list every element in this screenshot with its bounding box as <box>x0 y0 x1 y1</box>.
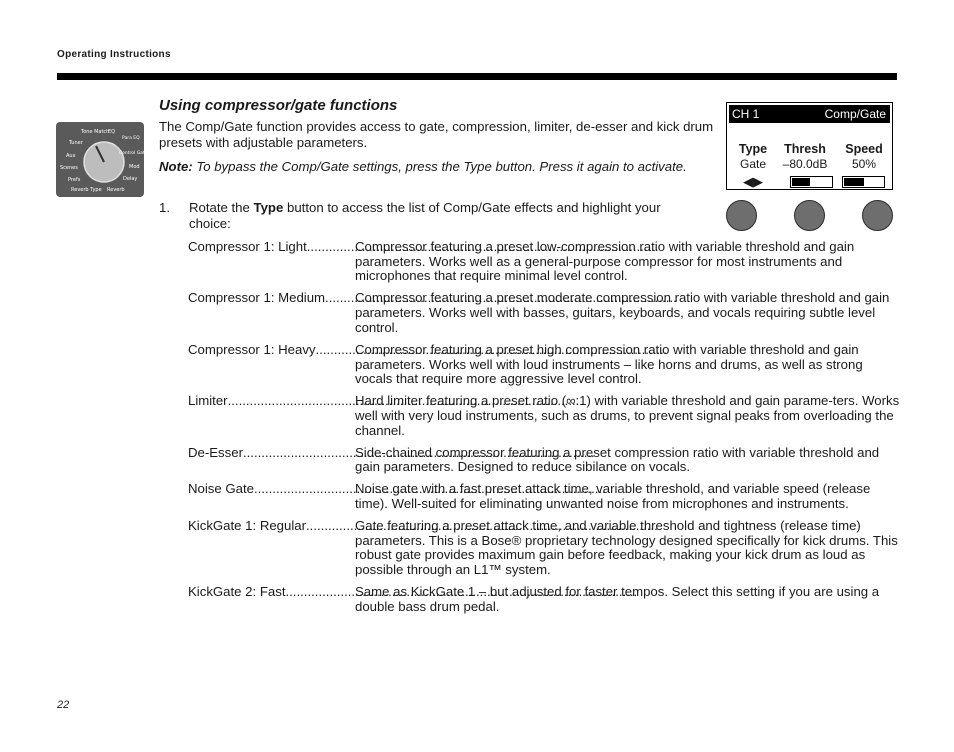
header-rule <box>57 73 897 80</box>
thresh-knob[interactable] <box>794 200 825 231</box>
left-right-arrows-icon: ◀▶ <box>743 174 763 189</box>
definition-item <box>188 394 900 438</box>
definition-term <box>188 446 355 475</box>
note-paragraph <box>159 159 699 175</box>
speed-meter-fill <box>844 178 864 186</box>
speed-knob[interactable] <box>862 200 893 231</box>
section-title: Using compressor/gate functions <box>159 97 398 114</box>
definition-item <box>188 585 900 614</box>
definition-term <box>188 291 355 335</box>
dial-label: Delay <box>123 176 138 182</box>
lcd-speed-value: 50% <box>851 157 877 171</box>
definition-description: Noise gate with a fast preset attack time, variable threshold, and variable speed (release time). Well-suited for eliminating unwanted noise from microphones and instruments. <box>355 481 871 512</box>
definition-term <box>188 519 355 578</box>
dial-label: Prefs <box>68 177 81 183</box>
definition-term-text: KickGate 2: Fast <box>188 584 286 600</box>
dial-label: Reverb <box>107 187 125 193</box>
note-text: To bypass the Comp/Gate settings, press the Type button. Press it again to activate. <box>196 159 687 174</box>
definition-item <box>188 240 900 284</box>
lcd-type-label: Type <box>738 142 768 156</box>
dial-label: EQ <box>108 129 116 135</box>
definition-description: Compressor featuring a preset high compression ratio with variable threshold and gain parameters. Works well with loud instruments – like horns and drums, as well as strong vocals that require more aggressive level control. <box>355 341 863 387</box>
dial-label: Tuner <box>69 140 83 146</box>
step-text <box>189 200 699 231</box>
definition-list <box>188 240 900 622</box>
definition-item <box>188 446 900 475</box>
dial-label: Control Gate <box>119 151 148 156</box>
intro-paragraph: The Comp/Gate function provides access to gate, compression, limiter, de-esser and kick drum presets with adjustable parameters. <box>159 119 714 150</box>
lcd-thresh-value: –80.0dB <box>782 157 828 171</box>
definition-term-text: Limiter <box>188 393 228 409</box>
dial-label: Reverb Type <box>71 187 102 193</box>
definition-term-text: KickGate 1: Regular <box>188 518 307 534</box>
type-knob[interactable] <box>726 200 757 231</box>
type-button-name: Type <box>253 200 284 215</box>
lcd-thresh-label: Thresh <box>784 142 826 156</box>
definition-description: Side-chained compressor featuring a preset compression ratio with variable threshold and gain parameters. Designed to reduce sibilance on vocals. <box>355 444 880 475</box>
definition-term <box>188 343 355 387</box>
dial-label: Mod <box>129 164 140 170</box>
definition-description: Gate featuring a preset attack time, and variable threshold and tightness (release time) parameters. This is a Bose® proprietary technology designed specifically for kick drums. This robust gate provides maximum gain before feedback, making your kick drum as loud as possible through an L1™ system. <box>355 518 898 578</box>
definition-description: Same as KickGate 1 – but adjusted for faster tempos. Select this setting if you are using a double bass drum pedal. <box>355 584 880 614</box>
definition-item <box>188 482 900 511</box>
definition-item <box>188 291 900 335</box>
lcd-speed-label: Speed <box>845 142 883 156</box>
thresh-meter-fill <box>792 178 810 186</box>
definition-term-text: Compressor 1: Heavy <box>188 341 316 357</box>
speed-meter <box>842 176 885 188</box>
step-text-after: button to access the list of Comp/Gate effects and highlight your choice: <box>189 200 661 231</box>
definition-description: Compressor featuring a preset low-compression ratio with variable threshold and gain parameters. Works well as a general-purpose compressor for most instruments and microphones that require minimal level control. <box>355 239 855 284</box>
definition-term-text: Compressor 1: Medium <box>188 290 326 306</box>
dial-label: Tone Match <box>81 129 110 135</box>
definition-term <box>188 240 355 284</box>
definition-description: Compressor featuring a preset moderate compression ratio with variable threshold and gain parameters. Works well with basses, guitars, keyboards, and vocals requiring subtle level control. <box>355 290 890 335</box>
mixer-dial-image <box>56 122 148 197</box>
lcd-type-value: Gate <box>739 157 766 171</box>
step-text-before: Rotate the <box>189 200 254 215</box>
lcd-speed-column <box>841 142 887 171</box>
lcd-thresh-column <box>779 142 831 171</box>
definition-term-text: Noise Gate <box>188 481 254 497</box>
dial-label: Para EQ <box>122 136 140 141</box>
definition-term-text: Compressor 1: Light <box>188 239 307 254</box>
running-header: Operating Instructions <box>57 49 171 60</box>
note-label: Note: <box>159 159 193 174</box>
definition-term-text: De-Esser <box>188 444 243 460</box>
definition-description: Hard limiter featuring a preset ratio (∞:1) with variable threshold and gain parame-ters. Works well with very loud instruments, such as drums, to prevent signal peaks from overloading the channel. <box>355 393 900 438</box>
lcd-type-column <box>733 142 773 171</box>
lcd-display <box>726 102 893 190</box>
lcd-title-bar <box>729 105 890 123</box>
definition-item <box>188 343 900 387</box>
definition-term <box>188 482 355 511</box>
definition-term <box>188 585 355 614</box>
lcd-channel: CH 1 <box>732 107 760 121</box>
definition-term <box>188 394 355 438</box>
page-number: 22 <box>57 699 70 711</box>
definition-item <box>188 519 900 578</box>
step-number: 1. <box>159 200 170 215</box>
dial-label: Aux <box>66 153 76 159</box>
dial-label: Scenes <box>60 165 78 171</box>
thresh-meter <box>790 176 833 188</box>
lcd-mode: Comp/Gate <box>824 107 886 121</box>
